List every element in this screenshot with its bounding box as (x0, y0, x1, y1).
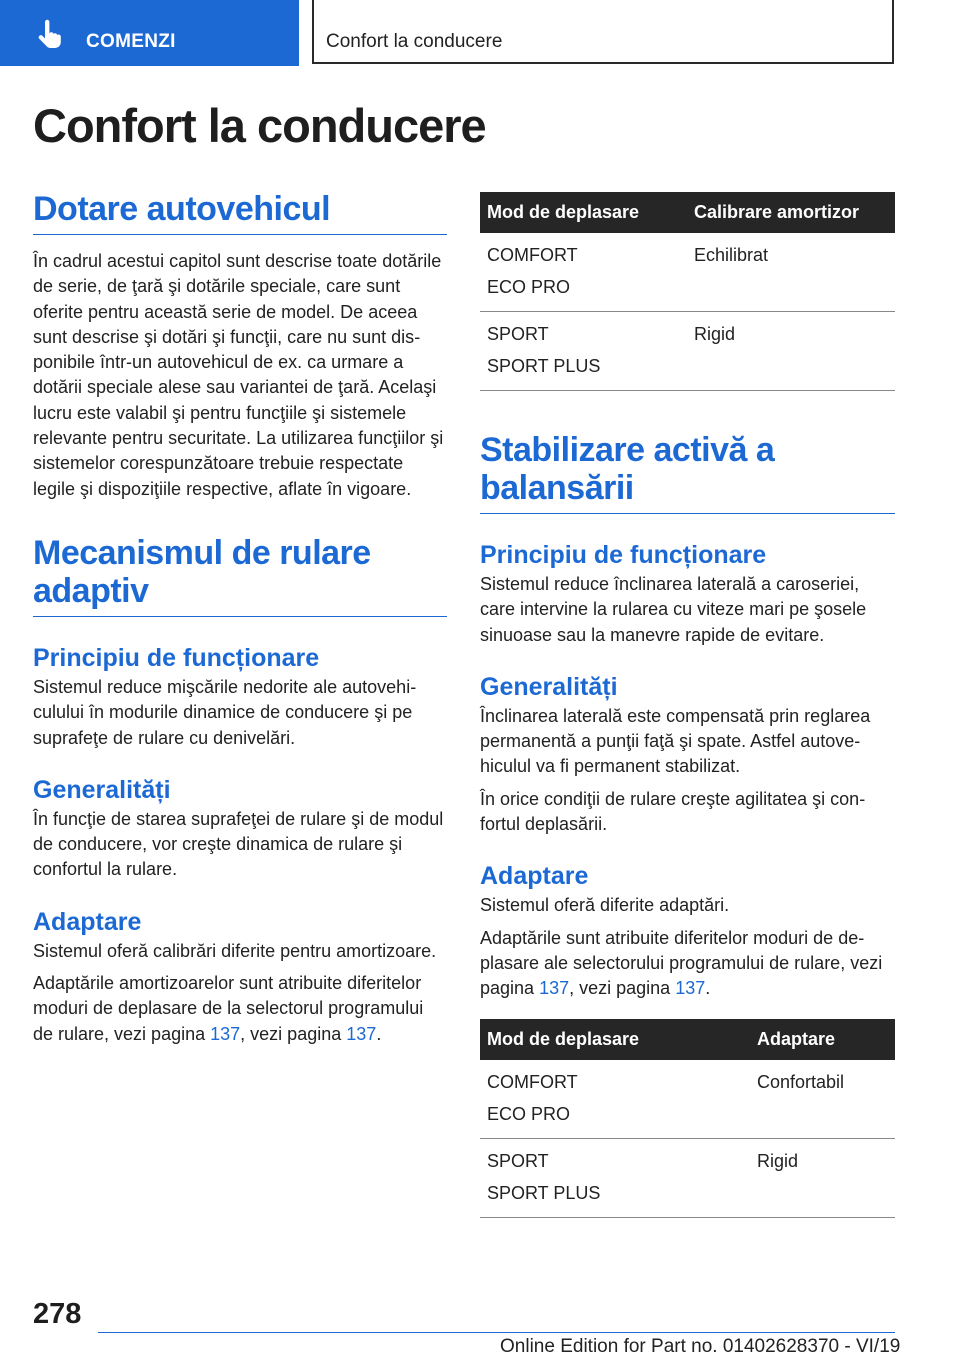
subheading-generalitati: Generalități (33, 775, 171, 804)
link-separator: , vezi pagina (240, 1023, 342, 1044)
mode-label: SPORT PLUS (487, 356, 601, 376)
table-header-cell: Calibrare amortizor (687, 192, 895, 233)
section-heading-dotare: Dotare autovehicul (33, 190, 447, 235)
paragraph-principiu: Sistemul reduce înclinarea laterală a caroseriei, care intervine la rularea cu viteze mari pe şosele sinuoase sau la manevre rapide de evitare. (480, 574, 867, 645)
paragraph-adaptare-1: Sistemul oferă calibrări diferite pentru amortizoare. (33, 940, 437, 961)
table-row (480, 312, 895, 391)
table-cell-mode (480, 312, 687, 391)
paragraph-principiu: Sistemul reduce mişcările nedorite ale autovehiculului în modurile dinamice de conducere şi pe suprafeţe de rulare cu denivelări. (33, 676, 417, 748)
table-row (480, 1060, 895, 1139)
table-cell-value: Rigid (687, 312, 895, 391)
section-tab[interactable] (0, 0, 299, 66)
mode-label: SPORT (487, 1150, 549, 1171)
table-row (480, 233, 895, 312)
table-header-cell: Mod de deplasare (480, 192, 687, 233)
table-cell-mode (480, 1060, 750, 1139)
mode-label: COMFORT (487, 1071, 578, 1092)
subheading-principiu: Principiu de funcționare (480, 541, 767, 569)
paragraph-adaptare-2 (33, 971, 447, 1047)
mode-label: ECO PRO (487, 1103, 571, 1124)
mode-label: SPORT (487, 324, 549, 344)
subheading-generalitati: Generalități (480, 672, 618, 701)
left-column (33, 190, 447, 1047)
paragraph-adaptare-1: Sistemul oferă diferite adaptări. (480, 895, 730, 916)
subheading-adaptare: Adaptare (33, 907, 142, 936)
table-cell-mode (480, 1138, 750, 1217)
page-number: 278 (33, 1298, 82, 1330)
link-separator: , vezi pagina (569, 978, 671, 999)
section-heading-mecanism: Mecanismul de rulare adaptiv (33, 534, 447, 617)
mode-label: COMFORT (487, 245, 578, 265)
page-link[interactable]: 137 (675, 978, 706, 999)
section-tab-label: COMENZI (86, 31, 176, 52)
subheading-principiu: Principiu de funcționare (33, 643, 320, 672)
adaptare-text: Adaptările amortizoarelor sunt atribuite diferitelor moduri de deplasare de la selectorul programului de rulare, vezi pagina (33, 973, 424, 1044)
paragraph-dotare: În cadrul acestui capitol sunt descrise toate dotările de serie, de ţară şi dotările speciale, care sunt oferite pentru această serie de model. De aceea sunt descrise şi dotări şi funcţii, care nu sunt disponibile într-un autovehicul de ex. ca urmare a dotării speciale alese sau variantei de ţară. Acelaşi lucru este valabil şi pentru funcţiile şi sistemele relevante pentru securitate. La utilizarea funcţiilor şi sistemelor corespunzătoare trebuie respectate legile şi dispoziţiile respective, aflate în vigoare. (33, 251, 444, 499)
mode-label: SPORT PLUS (487, 1182, 601, 1203)
table-header-row (480, 192, 895, 233)
adaptare-text: Adaptările sunt atribuite diferitelor moduri de deplasare ale selectorului programului de rulare, vezi pagina (480, 927, 883, 999)
pointing-hand-icon (34, 18, 66, 50)
table-row (480, 1138, 895, 1217)
breadcrumb-label: Confort la conducere (326, 31, 503, 52)
right-column (480, 192, 895, 1218)
breadcrumb (312, 0, 894, 64)
damper-table (480, 192, 895, 391)
table-header-row (480, 1019, 895, 1060)
paragraph-generalitati-2: În orice condiţii de rulare creşte agilitatea şi confortul deplasării. (480, 788, 866, 835)
table-cell-value: Echilibrat (687, 233, 895, 312)
table-header-cell: Mod de deplasare (480, 1019, 750, 1060)
mode-label: ECO PRO (487, 277, 571, 297)
sentence-end: . (376, 1023, 382, 1044)
paragraph-generalitati: În funcţie de starea suprafeţei de rulare şi de modul de conducere, vor creşte dinamica de rulare şi confortul la rulare. (33, 808, 444, 880)
subheading-adaptare: Adaptare (480, 862, 589, 891)
table-cell-value: Rigid (750, 1138, 895, 1217)
footer-edition: Online Edition for Part no. 01402628370 - VI/19 (500, 1336, 901, 1357)
page-link[interactable]: 137 (346, 1023, 377, 1044)
page-title: Confort la conducere (33, 99, 486, 152)
sentence-end: . (705, 978, 711, 999)
footer-divider (98, 1332, 895, 1333)
adaptation-table (480, 1019, 895, 1218)
table-cell-mode (480, 233, 687, 312)
page-link[interactable]: 137 (210, 1023, 241, 1044)
page-link[interactable]: 137 (539, 978, 570, 999)
paragraph-adaptare-2 (480, 926, 895, 1002)
table-header-cell: Adaptare (750, 1019, 895, 1060)
table-cell-value: Confortabil (750, 1060, 895, 1139)
section-heading-stabilizare: Stabilizare activă a balansării (480, 431, 895, 514)
paragraph-generalitati-1: Înclinarea laterală este compensată prin reglarea permanentă a punţii faţă şi spate. Astfel autovehiculul va fi permanent stabilizat. (480, 705, 871, 777)
